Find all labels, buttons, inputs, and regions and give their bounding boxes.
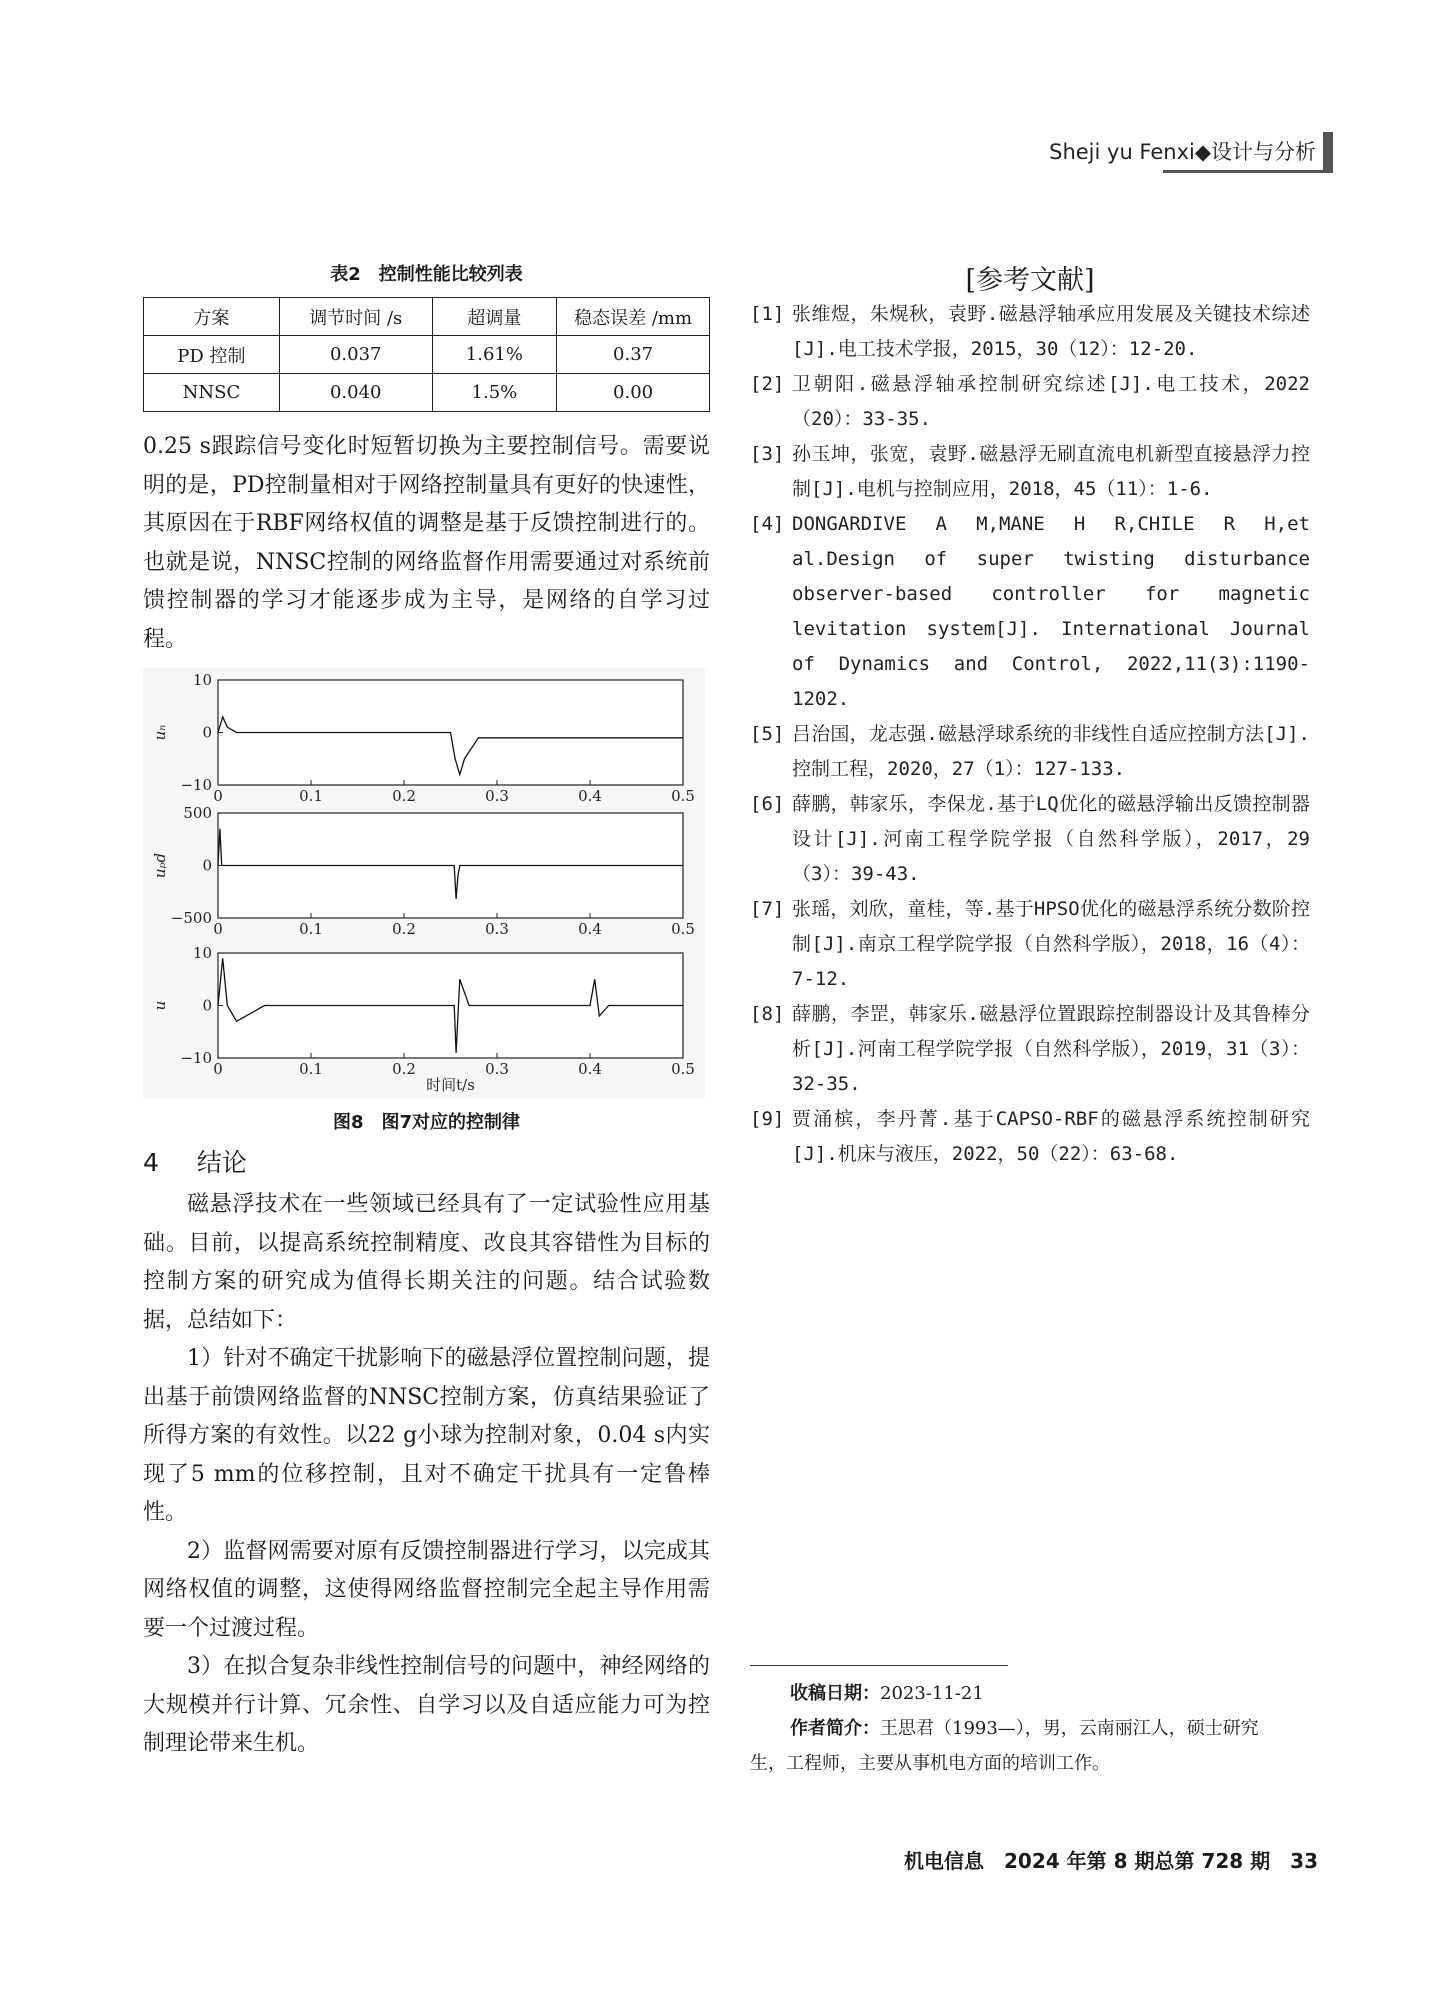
table-cell: 0.37 (557, 336, 710, 374)
reference-number: [4] (750, 513, 785, 535)
table-cell: 0.040 (279, 374, 432, 412)
page-footer: 机电信息 2024 年第 8 期总第 728 期 33 (904, 1849, 1318, 1873)
x-tick-label: 0.2 (392, 787, 416, 805)
y-tick-label: −10 (180, 1049, 212, 1067)
y-tick-label: 10 (192, 944, 212, 962)
table-header-cell: 超调量 (432, 298, 557, 336)
table-cell: 1.5% (432, 374, 557, 412)
reference-item (750, 787, 1310, 892)
table-caption: 表2 控制性能比较列表 (330, 264, 523, 285)
y-tick-label: 0 (202, 856, 212, 875)
x-tick-label: 0.1 (299, 787, 323, 805)
table-cell: PD 控制 (144, 336, 280, 374)
x-tick-label: 0.3 (485, 787, 509, 805)
reference-text: 吕治国，龙志强.磁悬浮球系统的非线性自适应控制方法[J].控制工程，2020，27（1）：127-133. (792, 723, 1310, 780)
reference-text: 张瑶，刘欣，童桂，等.基于HPSO优化的磁悬浮系统分数阶控制[J].南京工程学院学报（自然科学版），2018，16（4）：7-12. (792, 898, 1310, 990)
table-header-cell: 调节时间 /s (279, 298, 432, 336)
received-label: 收稿日期： (790, 1683, 880, 1704)
reference-list (750, 297, 1310, 1172)
table-row (144, 336, 710, 374)
footnote-rule (750, 1665, 1008, 1666)
x-tick-label: 0 (213, 787, 223, 805)
reference-number: [5] (750, 723, 785, 745)
author-intro (750, 1711, 1310, 1746)
y-tick-label: 10 (192, 671, 212, 689)
reference-text: DONGARDIVE A M,MANE H R,CHILE R H,et al.Design of super twisting disturbance observer-based controller for magnetic levitation system[J]. International Journal of Dynamics and Control, 2022,11(3):1190-1202. (792, 513, 1310, 710)
x-tick-label: 0.5 (671, 920, 695, 938)
reference-text: 薛鹏，韩家乐，李保龙.基于LQ优化的磁悬浮输出反馈控制器设计[J].河南工程学院学报（自然科学版），2017，29（3）：39-43. (792, 793, 1310, 885)
references-title: [参考文献] (965, 265, 1095, 296)
performance-table (143, 297, 710, 412)
table-cell: NNSC (144, 374, 280, 412)
reference-text: 贾涌槟，李丹菁.基于CAPSO-RBF的磁悬浮系统控制研究[J].机床与液压，2022，50（22）：63-68. (792, 1108, 1310, 1165)
y-tick-label: 0 (202, 723, 212, 742)
reference-item (750, 367, 1310, 437)
reference-item (750, 1102, 1310, 1172)
section-number: 4 (143, 1148, 159, 1177)
reference-item (750, 437, 1310, 507)
table-header-cell: 方案 (144, 298, 280, 336)
reference-number: [2] (750, 373, 785, 395)
table-header-row (144, 298, 710, 336)
table-row (144, 374, 710, 412)
conclusion-paragraph: 3）在拟合复杂非线性控制信号的问题中，神经网络的大规模并行计算、冗余性、自学习以及自适应能力可为控制理论带来生机。 (143, 1654, 710, 1756)
reference-number: [7] (750, 898, 785, 920)
table-cell: 1.61% (432, 336, 557, 374)
reference-number: [6] (750, 793, 785, 815)
figure-svg (143, 668, 705, 1098)
table-cell: 0.037 (279, 336, 432, 374)
y-tick-label: 500 (183, 804, 212, 822)
conclusion-paragraph: 1）针对不确定干扰影响下的磁悬浮位置控制问题，提出基于前馈网络监督的NNSC控制方案，仿真结果验证了所得方案的有效性。以22 g小球为控制对象，0.04 s内实现了5 mm的位移控制，且对不确定干扰具有一定鲁棒性。 (143, 1346, 710, 1525)
reference-item (750, 997, 1310, 1102)
section-heading (143, 1143, 247, 1179)
author-line-2: 生，工程师，主要从事机电方面的培训工作。 (750, 1753, 1110, 1774)
received-date (750, 1676, 1310, 1711)
y-tick-label: −10 (180, 776, 212, 794)
x-tick-label: 0 (213, 1060, 223, 1078)
y-axis-label: uₚd (151, 852, 169, 879)
x-axis-label: 时间t/s (426, 1076, 475, 1094)
reference-number: [3] (750, 443, 785, 465)
x-tick-label: 0.4 (578, 787, 602, 805)
received-value: 2023-11-21 (880, 1683, 984, 1704)
figure-caption: 图8 图7对应的控制律 (332, 1112, 521, 1133)
header-rule (1163, 170, 1333, 173)
x-tick-label: 0.1 (299, 920, 323, 938)
table-header-cell: 稳态误差 /mm (557, 298, 710, 336)
author-footnote (750, 1676, 1310, 1781)
reference-number: [1] (750, 303, 785, 325)
conclusion-paragraph: 磁悬浮技术在一些领域已经具有了一定试验性应用基础。目前，以提高系统控制精度、改良其容错性为目标的控制方案的研究成为值得长期关注的问题。结合试验数据，总结如下： (143, 1192, 710, 1333)
author-label: 作者简介： (790, 1718, 880, 1739)
conclusion-body (143, 1186, 710, 1764)
section-title: 结论 (196, 1148, 247, 1177)
y-axis-label: u (151, 1000, 169, 1011)
body-paragraph (143, 428, 710, 659)
reference-item (750, 507, 1310, 717)
paragraph-text: 0.25 s跟踪信号变化时短暂切换为主要控制信号。需要说明的是，PD控制量相对于网络控制量具有更好的快速性，其原因在于RBF网络权值的调整是基于反馈控制进行的。也就是说，NNSC控制的网络监督作用需要通过对系统前馈控制器的学习才能逐步成为主导，是网络的自学习过程。 (143, 434, 710, 652)
header-bar (1323, 132, 1333, 172)
x-tick-label: 0.4 (578, 1060, 602, 1078)
y-axis-label: uₙ (151, 724, 169, 741)
x-tick-label: 0.2 (392, 1060, 416, 1078)
x-tick-label: 0.1 (299, 1060, 323, 1078)
x-tick-label: 0.5 (671, 1060, 695, 1078)
x-tick-label: 0.4 (578, 920, 602, 938)
reference-number: [9] (750, 1108, 785, 1130)
x-tick-label: 0.2 (392, 920, 416, 938)
x-tick-label: 0.3 (485, 1060, 509, 1078)
reference-text: 卫朝阳.磁悬浮轴承控制研究综述[J].电工技术，2022（20）：33-35. (792, 373, 1310, 430)
y-tick-label: −500 (170, 909, 212, 927)
reference-number: [8] (750, 1003, 785, 1025)
y-tick-label: 0 (202, 996, 212, 1015)
table-cell: 0.00 (557, 374, 710, 412)
conclusion-paragraph: 2）监督网需要对原有反馈控制器进行学习，以完成其网络权值的调整，这使得网络监督控制完全起主导作用需要一个过渡过程。 (143, 1538, 710, 1641)
running-header (0, 132, 1451, 172)
reference-text: 薛鹏，李罡，韩家乐.磁悬浮位置跟踪控制器设计及其鲁棒分析[J].河南工程学院学报（自然科学版），2019，31（3）：32-35. (792, 1003, 1310, 1095)
x-tick-label: 0 (213, 920, 223, 938)
author-line-1: 王思君（1993—），男，云南丽江人，硕士研究 (880, 1718, 1259, 1739)
header-text: Sheji yu Fenxi◆设计与分析 (1049, 140, 1316, 164)
reference-item (750, 892, 1310, 997)
x-tick-label: 0.3 (485, 920, 509, 938)
reference-item (750, 717, 1310, 787)
x-tick-label: 0.5 (671, 787, 695, 805)
reference-text: 张维煜，朱熀秋，袁野.磁悬浮轴承应用发展及关键技术综述[J].电工技术学报，2015，30（12）：12-20. (792, 303, 1310, 360)
control-law-figure (143, 668, 705, 1098)
reference-item (750, 297, 1310, 367)
reference-text: 孙玉坤，张宽，袁野.磁悬浮无刷直流电机新型直接悬浮力控制[J].电机与控制应用，2018，45（11）：1-6. (792, 443, 1310, 500)
